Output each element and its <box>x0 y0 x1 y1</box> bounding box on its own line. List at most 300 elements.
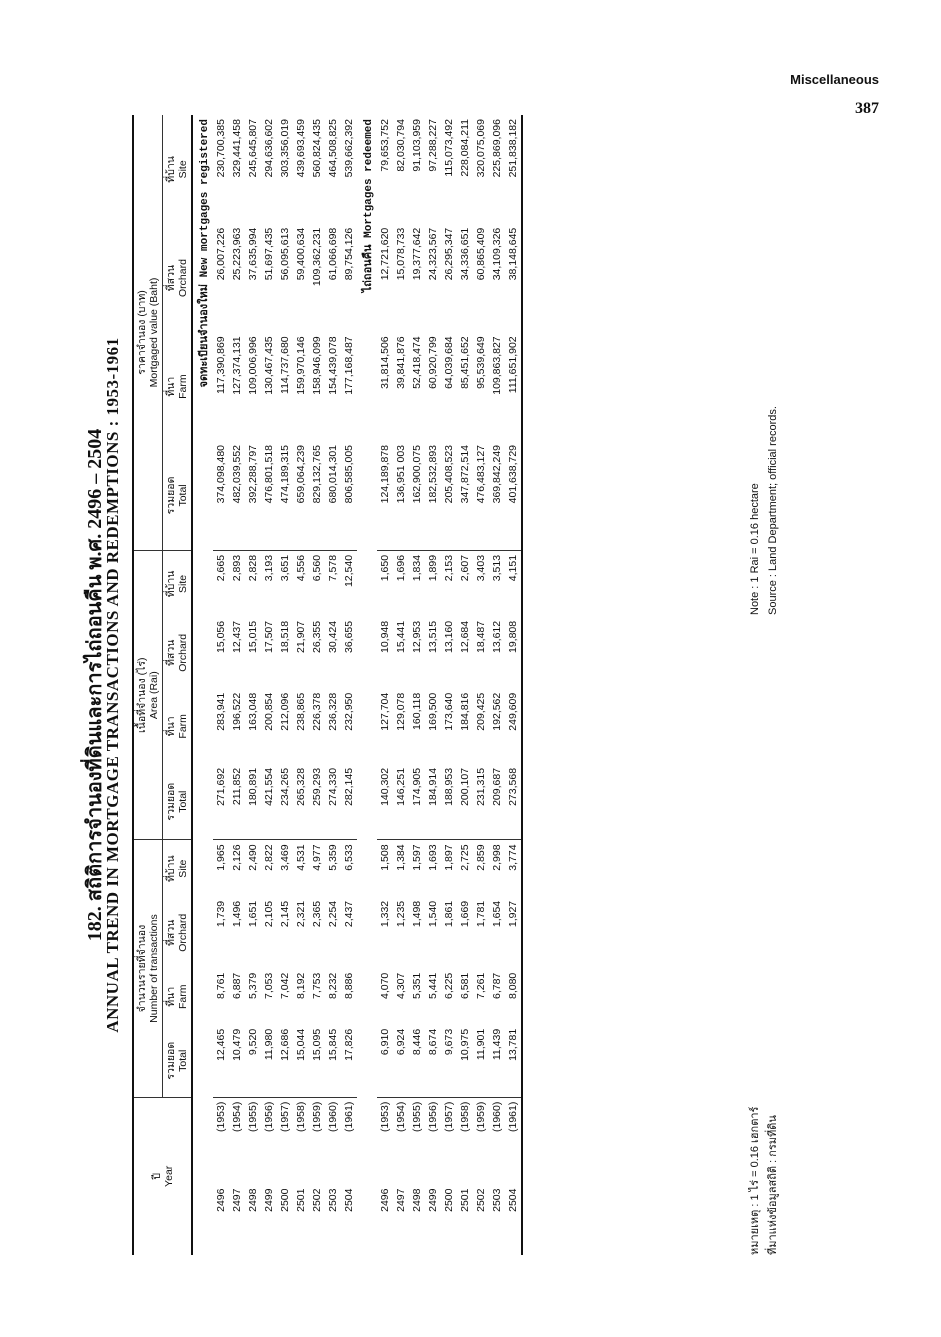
data-cell: 560,824,435 <box>311 119 324 178</box>
data-cell: 15,441 <box>395 620 408 653</box>
table-body <box>192 115 522 1255</box>
year-ce-cell: (1960) <box>491 1101 504 1133</box>
table-row <box>341 115 357 1255</box>
note-english: Note : 1 Rai = 0.16 hectare <box>749 483 761 615</box>
data-cell: 192,562 <box>491 692 504 731</box>
col-header-site <box>163 550 193 616</box>
year-be-cell: 2501 <box>295 1188 308 1212</box>
data-cell: 15,845 <box>325 1025 341 1097</box>
col-header-orchard-english: Orchard <box>177 259 190 298</box>
data-cell: 61,066,698 <box>327 227 340 281</box>
data-cell: 184,816 <box>459 692 472 731</box>
data-cell: 232,950 <box>343 692 356 731</box>
data-cell: 17,507 <box>263 620 276 653</box>
year-be-cell: 2503 <box>491 1188 504 1212</box>
data-cell: 251,838,182 <box>505 115 522 224</box>
data-cell: 3,403 <box>475 554 488 582</box>
year-ce-cell: (1956) <box>263 1101 276 1133</box>
year-be-cell: 2504 <box>505 1185 522 1255</box>
year-be-cell: 2497 <box>231 1188 244 1212</box>
year-ce-cell: (1954) <box>395 1101 408 1133</box>
data-cell: 6,560 <box>311 554 324 582</box>
data-cell: 127,704 <box>379 692 392 731</box>
data-cell: 115,073,492 <box>443 119 456 177</box>
data-cell: 2,437 <box>343 900 356 928</box>
data-cell: 303,356,019 <box>279 119 292 178</box>
data-cell: 2,998 <box>491 844 504 871</box>
data-cell: 282,145 <box>341 764 357 840</box>
col-header-farm <box>163 969 193 1025</box>
data-cell: 146,251 <box>393 764 409 840</box>
value-header <box>133 115 163 550</box>
sub-header-row <box>163 115 193 1255</box>
data-cell: 245,645,807 <box>247 119 260 178</box>
table-row <box>293 115 309 1255</box>
data-cell: 18,487 <box>475 620 488 653</box>
col-header-site <box>163 115 193 224</box>
data-cell: 271,692 <box>213 764 229 840</box>
data-cell: 212,096 <box>279 692 292 731</box>
data-cell: 6,787 <box>491 972 504 999</box>
year-be-cell: 2504 <box>343 1188 356 1212</box>
data-cell: 82,030,794 <box>395 119 408 172</box>
data-cell: 182,532,893 <box>425 441 441 550</box>
data-cell: 474,189,315 <box>277 441 293 550</box>
data-cell: 79,653,752 <box>379 119 392 172</box>
table-row <box>261 115 277 1255</box>
col-header-total-thai: รวมยอด <box>165 1041 178 1080</box>
data-cell: 21,907 <box>295 620 308 653</box>
data-cell: 2,822 <box>263 844 276 871</box>
data-cell: 162,900,075 <box>409 441 425 550</box>
data-cell: 12,953 <box>411 620 424 653</box>
data-cell: 4,531 <box>295 844 308 871</box>
table-row <box>505 115 522 1255</box>
year-ce-cell: (1961) <box>343 1101 356 1133</box>
data-cell: 37,635,994 <box>247 227 260 281</box>
data-cell: 230,700,385 <box>215 119 228 178</box>
data-cell: 4,070 <box>379 972 392 999</box>
data-cell: 5,379 <box>247 972 260 999</box>
data-cell: 1,332 <box>379 900 392 928</box>
data-cell: 1,508 <box>379 844 392 871</box>
year-be-cell: 2499 <box>427 1188 440 1212</box>
data-cell: 439,693,459 <box>295 119 308 178</box>
data-cell: 238,865 <box>295 692 308 731</box>
year-be-cell: 2501 <box>459 1188 472 1212</box>
data-cell: 18,518 <box>279 620 292 653</box>
data-cell: 140,302 <box>377 764 393 840</box>
data-cell: 1,965 <box>215 844 228 871</box>
data-cell: 13,515 <box>427 620 440 653</box>
data-cell: 482,039,552 <box>229 441 245 550</box>
data-cell: 6,887 <box>231 972 244 999</box>
data-cell: 249,609 <box>505 689 522 764</box>
data-cell: 200,107 <box>457 764 473 840</box>
data-cell: 9,673 <box>441 1025 457 1097</box>
data-cell: 130,467,435 <box>263 336 276 395</box>
data-cell: 2,365 <box>311 900 324 928</box>
data-cell: 283,941 <box>215 692 228 731</box>
data-cell: 109,006,996 <box>247 336 260 395</box>
col-header-total <box>163 441 193 550</box>
data-cell: 374,098,480 <box>213 441 229 550</box>
source-english: Source : Land Department; official records. <box>767 406 779 615</box>
data-cell: 117,390,869 <box>215 336 228 394</box>
year-be-cell: 2502 <box>475 1188 488 1212</box>
data-cell: 7,261 <box>475 972 488 999</box>
data-cell: 5,441 <box>427 972 440 999</box>
data-cell: 209,425 <box>475 692 488 731</box>
data-cell: 226,378 <box>311 692 324 731</box>
data-cell: 228,084,211 <box>459 119 472 177</box>
data-cell: 159,970,146 <box>295 336 308 395</box>
data-cell: 109,362,231 <box>311 227 324 287</box>
year-be-cell: 2497 <box>395 1188 408 1212</box>
data-cell: 5,351 <box>411 972 424 999</box>
transactions-header-english: Number of transactions <box>148 914 161 1023</box>
data-cell: 539,662,392 <box>343 119 356 178</box>
data-cell: 9,520 <box>245 1025 261 1097</box>
data-cell: 60,920,799 <box>427 336 440 389</box>
table-title-thai: 182. สถิติการจำนองที่ดินและการไถ่ถอนคืน พ.ศ. 2496 – 2504 <box>84 428 106 942</box>
data-cell: 36,655 <box>343 620 356 653</box>
data-cell: 51,697,435 <box>263 227 276 281</box>
table-row <box>229 115 245 1255</box>
data-cell: 829,132,765 <box>309 441 325 550</box>
data-cell: 1,861 <box>443 900 456 928</box>
data-cell: 11,439 <box>489 1025 505 1097</box>
data-cell: 17,826 <box>341 1025 357 1097</box>
data-cell: 127,374,131 <box>231 336 244 395</box>
col-header-orchard-english: Orchard <box>177 633 190 672</box>
data-cell: 236,328 <box>327 692 340 731</box>
area-header-english: Area (Rai) <box>148 671 161 720</box>
data-cell: 200,854 <box>263 692 276 731</box>
data-cell: 2,665 <box>215 554 228 582</box>
data-cell: 19,377,642 <box>411 227 424 281</box>
data-cell: 174,905 <box>409 764 425 840</box>
data-cell: 1,235 <box>395 900 408 928</box>
col-header-farm-thai: ที่นา <box>165 986 178 1007</box>
col-header-total-english: Total <box>177 484 190 507</box>
data-cell: 13,781 <box>505 1025 522 1097</box>
year-be-cell: 2503 <box>327 1188 340 1212</box>
col-header-orchard <box>163 617 193 689</box>
data-cell: 12,721,620 <box>379 227 392 281</box>
table-row <box>457 115 473 1255</box>
data-cell: 85,451,652 <box>459 336 472 389</box>
year-ce-cell: (1960) <box>327 1101 340 1133</box>
data-cell: 5,359 <box>327 844 340 871</box>
data-cell: 158,946,099 <box>311 336 324 395</box>
data-cell: 1,693 <box>427 844 440 871</box>
col-header-farm-english: Farm <box>177 374 190 399</box>
data-cell: 806,585,005 <box>341 441 357 550</box>
data-cell: 1,927 <box>505 897 522 969</box>
data-cell: 211,852 <box>229 764 245 840</box>
data-cell: 1,834 <box>411 554 424 582</box>
data-cell: 11,980 <box>261 1025 277 1097</box>
year-be-cell: 2498 <box>247 1188 260 1212</box>
col-header-site-thai: ที่บ้าน <box>165 570 178 598</box>
data-cell: 1,650 <box>379 554 392 582</box>
data-cell: 10,479 <box>229 1025 245 1097</box>
data-cell: 15,044 <box>293 1025 309 1097</box>
data-cell: 31,814,506 <box>379 336 392 389</box>
data-cell: 26,355 <box>311 620 324 653</box>
year-ce-cell: (1961) <box>505 1097 522 1184</box>
data-cell: 4,977 <box>311 844 324 871</box>
data-cell: 136,951 003 <box>393 441 409 550</box>
data-cell: 6,533 <box>343 844 356 871</box>
table-row <box>441 115 457 1255</box>
data-cell: 680,014,301 <box>325 441 341 550</box>
col-header-farm <box>163 332 193 441</box>
data-cell: 11,901 <box>473 1025 489 1097</box>
data-cell: 209,687 <box>489 764 505 840</box>
col-header-orchard <box>163 897 193 969</box>
data-cell: 1,899 <box>427 554 440 582</box>
year-header-english: Year <box>162 1165 175 1187</box>
col-header-orchard-thai: ที่สวน <box>165 919 178 946</box>
year-ce-cell: (1954) <box>231 1101 244 1133</box>
data-cell: 26,295,347 <box>443 227 456 281</box>
data-cell: 2,153 <box>443 554 456 582</box>
col-header-site-thai: ที่บ้าน <box>165 855 178 882</box>
data-cell: 4,151 <box>505 550 522 616</box>
col-header-total <box>163 764 193 840</box>
data-cell: 7,753 <box>311 972 324 999</box>
data-cell: 8,886 <box>343 972 356 999</box>
data-cell: 7,578 <box>327 554 340 582</box>
table-row <box>245 115 261 1255</box>
year-ce-cell: (1957) <box>443 1101 456 1133</box>
year-be-cell: 2498 <box>411 1188 424 1212</box>
data-cell: 1,384 <box>395 844 408 871</box>
data-cell: 97,288,227 <box>427 119 440 172</box>
data-cell: 2,254 <box>327 900 340 928</box>
data-cell: 659,064,239 <box>293 441 309 550</box>
year-ce-cell: (1958) <box>295 1101 308 1133</box>
transactions-header-thai: จำนวนรายที่จำนอง <box>136 924 148 1013</box>
data-cell: 265,328 <box>293 764 309 840</box>
data-cell: 464,508,825 <box>327 119 340 178</box>
data-cell: 347,872,514 <box>457 441 473 550</box>
col-header-farm-thai: ที่นา <box>165 716 178 737</box>
data-cell: 8,080 <box>505 969 522 1025</box>
year-be-cell: 2502 <box>311 1188 324 1212</box>
data-cell: 163,048 <box>247 692 260 731</box>
data-cell: 1,651 <box>247 900 260 928</box>
data-cell: 3,651 <box>279 554 292 582</box>
area-header <box>133 550 163 840</box>
data-cell: 2,490 <box>247 844 260 871</box>
table-row <box>409 115 425 1255</box>
col-header-orchard <box>163 224 193 333</box>
area-header-thai: เนื้อที่จำนอง (ไร่) <box>136 657 148 733</box>
section-label: จดทะเบียนจำนองใหม่ New mortgages registered <box>199 119 212 388</box>
year-be-cell: 2496 <box>215 1188 228 1212</box>
data-cell: 8,232 <box>327 972 340 999</box>
col-header-site <box>163 840 193 897</box>
data-cell: 154,439,078 <box>327 336 340 395</box>
data-cell: 59,400,634 <box>295 227 308 281</box>
value-header-thai: ราคาจำนอง (บาท) <box>136 290 148 375</box>
col-header-total-english: Total <box>177 790 190 813</box>
data-cell: 294,636,602 <box>263 119 276 178</box>
year-be-cell: 2499 <box>263 1188 276 1212</box>
data-cell: 2,859 <box>475 844 488 871</box>
table-row <box>213 115 229 1255</box>
data-cell: 234,265 <box>277 764 293 840</box>
col-header-orchard-english: Orchard <box>177 913 190 952</box>
data-cell: 12,465 <box>213 1025 229 1097</box>
value-header-english: Mortgaged value (Baht) <box>148 277 161 388</box>
data-cell: 12,686 <box>277 1025 293 1097</box>
data-cell: 184,914 <box>425 764 441 840</box>
data-cell: 188,953 <box>441 764 457 840</box>
data-cell: 329,441,458 <box>231 119 244 178</box>
data-cell: 34,336,651 <box>459 227 472 281</box>
data-cell: 52,418,474 <box>411 336 424 389</box>
data-cell: 95,539,649 <box>475 336 488 389</box>
data-cell: 3,513 <box>491 554 504 582</box>
section-label: Miscellaneous <box>790 72 879 87</box>
table-row <box>393 115 409 1255</box>
data-cell: 30,424 <box>327 620 340 653</box>
data-cell: 4,556 <box>295 554 308 582</box>
data-cell: 169,500 <box>427 692 440 731</box>
data-cell: 2,145 <box>279 900 292 928</box>
col-header-site-english: Site <box>177 574 190 593</box>
data-cell: 1,496 <box>231 900 244 928</box>
section-row <box>357 115 377 1255</box>
data-cell: 10,948 <box>379 620 392 653</box>
table-row <box>489 115 505 1255</box>
year-be-cell: 2500 <box>443 1188 456 1212</box>
data-cell: 1,540 <box>427 900 440 928</box>
year-ce-cell: (1956) <box>427 1101 440 1133</box>
data-cell: 10,975 <box>457 1025 473 1097</box>
data-cell: 3,193 <box>263 554 276 582</box>
year-header <box>133 1097 192 1255</box>
data-cell: 401,638,729 <box>505 441 522 550</box>
data-cell: 1,669 <box>459 900 472 928</box>
data-cell: 196,522 <box>231 692 244 731</box>
data-cell: 129,078 <box>395 692 408 731</box>
col-header-orchard-thai: ที่สวน <box>165 264 178 292</box>
data-cell: 1,597 <box>411 844 424 871</box>
col-header-farm-english: Farm <box>177 984 190 1010</box>
data-cell: 15,056 <box>215 620 228 653</box>
table-row <box>425 115 441 1255</box>
year-be-cell: 2496 <box>379 1188 392 1212</box>
data-cell: 180,891 <box>245 764 261 840</box>
data-cell: 1,654 <box>491 900 504 928</box>
col-header-farm-english: Farm <box>177 714 190 739</box>
col-header-site-english: Site <box>177 160 190 179</box>
data-cell: 392,288,797 <box>245 441 261 550</box>
data-cell: 8,446 <box>409 1025 425 1097</box>
data-cell: 225,869,096 <box>491 119 504 178</box>
section-row <box>192 115 213 1255</box>
data-cell: 13,160 <box>443 620 456 653</box>
col-header-site-thai: ที่บ้าน <box>165 156 178 183</box>
data-cell: 12,437 <box>231 620 244 653</box>
transactions-header <box>133 840 163 1097</box>
mortgage-table <box>132 115 523 1255</box>
data-cell: 34,109,326 <box>491 227 504 281</box>
data-cell: 1,498 <box>411 900 424 928</box>
data-cell: 114,737,680 <box>279 336 292 394</box>
data-cell: 6,581 <box>459 972 472 999</box>
year-ce-cell: (1959) <box>475 1101 488 1133</box>
data-cell: 26,007,226 <box>215 227 228 281</box>
year-ce-cell: (1953) <box>215 1101 228 1133</box>
data-cell: 6,924 <box>393 1025 409 1097</box>
data-cell: 205,408,523 <box>441 441 457 550</box>
data-cell: 56,095,613 <box>279 227 292 281</box>
data-cell: 369,842,249 <box>489 441 505 550</box>
data-cell: 64,039,684 <box>443 336 456 389</box>
table-row <box>473 115 489 1255</box>
rotated-table-page <box>70 115 830 1255</box>
data-cell: 1,897 <box>443 844 456 871</box>
year-ce-cell: (1955) <box>247 1101 260 1133</box>
page-number: 387 <box>855 100 879 117</box>
col-header-orchard-thai: ที่สวน <box>165 639 178 667</box>
data-cell: 8,761 <box>215 972 228 999</box>
notes-english <box>746 406 782 615</box>
col-header-farm-thai: ที่นา <box>165 376 178 397</box>
table-title-english: ANNUAL TREND IN MORTGAGE TRANSACTIONS AND REDEMPTIONS : 1953-1961 <box>103 337 122 1033</box>
data-cell: 24,323,567 <box>427 227 440 281</box>
data-cell: 8,674 <box>425 1025 441 1097</box>
year-ce-cell: (1957) <box>279 1101 292 1133</box>
source-thai: ที่มาแห่งข้อมูลสถิติ : กรมที่ดิน <box>767 1115 779 1255</box>
data-cell: 111,651,902 <box>505 332 522 441</box>
data-cell: 7,053 <box>263 972 276 999</box>
data-cell: 231,315 <box>473 764 489 840</box>
section-label: ไถ่ถอนคืน Mortgages redeemed <box>363 119 376 293</box>
year-header-thai: ปี <box>150 1173 163 1180</box>
year-ce-cell: (1953) <box>379 1101 392 1133</box>
table-row <box>277 115 293 1255</box>
data-cell: 421,554 <box>261 764 277 840</box>
data-cell: 12,684 <box>459 620 472 653</box>
notes-thai <box>746 1107 782 1255</box>
data-cell: 8,192 <box>295 972 308 999</box>
col-header-total-thai: รวมยอด <box>165 476 178 515</box>
data-cell: 273,568 <box>505 764 522 840</box>
data-cell: 1,739 <box>215 900 228 928</box>
data-cell: 19,808 <box>505 617 522 689</box>
data-cell: 38,148,645 <box>505 224 522 333</box>
data-cell: 274,330 <box>325 764 341 840</box>
data-cell: 3,774 <box>505 840 522 897</box>
data-cell: 13,612 <box>491 620 504 653</box>
data-cell: 2,893 <box>231 554 244 582</box>
data-cell: 320,075,069 <box>475 119 488 178</box>
data-cell: 60,865,409 <box>475 227 488 281</box>
data-cell: 4,307 <box>395 972 408 999</box>
data-cell: 89,754,126 <box>343 227 356 281</box>
data-cell: 2,321 <box>295 900 308 928</box>
data-cell: 124,189,878 <box>377 441 393 550</box>
data-cell: 25,223,963 <box>231 227 244 281</box>
data-cell: 2,828 <box>247 554 260 582</box>
